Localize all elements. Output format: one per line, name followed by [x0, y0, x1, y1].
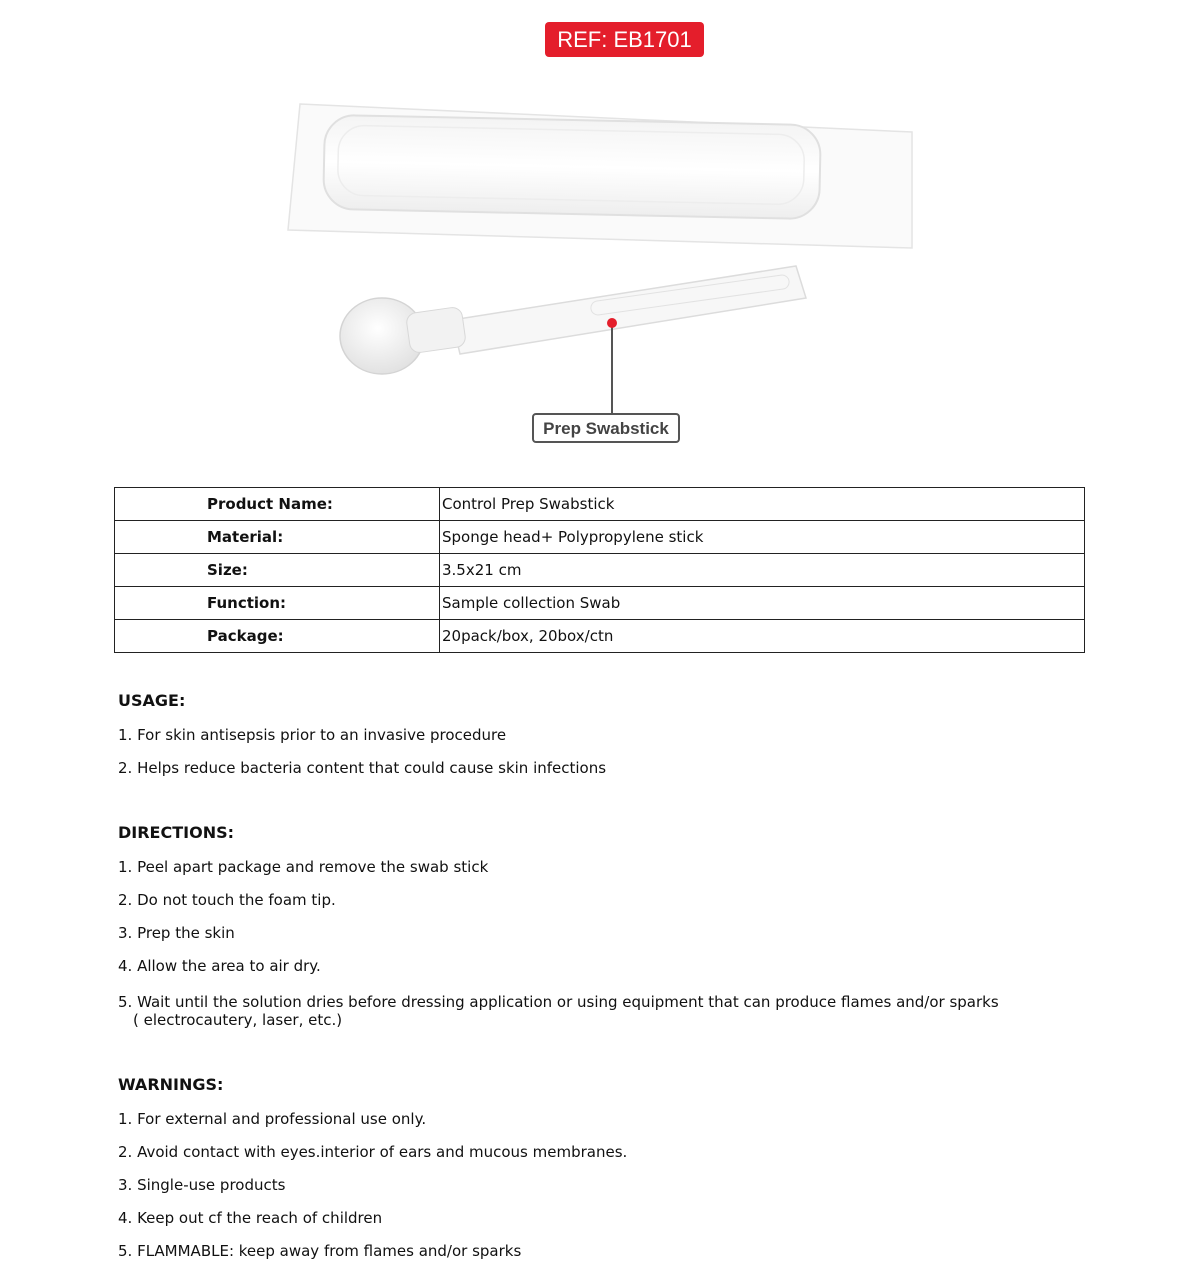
product-image [280, 92, 920, 452]
spec-value: 3.5x21 cm [440, 554, 1085, 587]
table-row [115, 521, 1085, 554]
table-row [115, 554, 1085, 587]
directions-heading: DIRECTIONS: [118, 823, 235, 842]
ref-badge: REF: EB1701 [545, 22, 704, 57]
directions-item: 2. Do not touch the foam tip. [118, 891, 336, 909]
warnings-item: 3. Single-use products [118, 1176, 286, 1194]
spec-value: Sponge head+ Polypropylene stick [440, 521, 1085, 554]
swab-illustration [340, 266, 806, 374]
warnings-item: 5. FLAMMABLE: keep away from flames and/or sparks [118, 1242, 522, 1260]
warnings-section [118, 1075, 223, 1094]
table-row [115, 587, 1085, 620]
warnings-item: 2. Avoid contact with eyes.interior of ears and mucous membranes. [118, 1143, 628, 1161]
table-row [115, 620, 1085, 653]
warnings-heading: WARNINGS: [118, 1075, 224, 1094]
usage-heading: USAGE: [118, 691, 186, 710]
table-row [115, 488, 1085, 521]
directions-item: 5. Wait until the solution dries before dressing application or using equipment that can produce flames and/or sparks ( electrocautery, laser, etc.) [118, 993, 999, 1029]
spec-label: Size: [115, 554, 440, 587]
spec-table [114, 487, 1085, 653]
spec-label: Function: [115, 587, 440, 620]
warnings-item: 4. Keep out cf the reach of children [118, 1209, 383, 1227]
directions-section [118, 823, 234, 842]
directions-item: 3. Prep the skin [118, 924, 235, 942]
directions-item: 1. Peel apart package and remove the swab stick [118, 858, 489, 876]
usage-item: 1. For skin antisepsis prior to an invasive procedure [118, 726, 507, 744]
package-illustration [288, 104, 912, 248]
spec-value: 20pack/box, 20box/ctn [440, 620, 1085, 653]
spec-label: Product Name: [115, 488, 440, 521]
spec-value: Sample collection Swab [440, 587, 1085, 620]
spec-label: Material: [115, 521, 440, 554]
spec-value: Control Prep Swabstick [440, 488, 1085, 521]
directions-item: 4. Allow the area to air dry. [118, 957, 321, 975]
warnings-item: 1. For external and professional use only. [118, 1110, 427, 1128]
callout-dot [607, 318, 617, 328]
usage-item: 2. Helps reduce bacteria content that could cause skin infections [118, 759, 607, 777]
spec-label: Package: [115, 620, 440, 653]
callout-label: Prep Swabstick [532, 413, 680, 443]
usage-section [118, 691, 185, 710]
